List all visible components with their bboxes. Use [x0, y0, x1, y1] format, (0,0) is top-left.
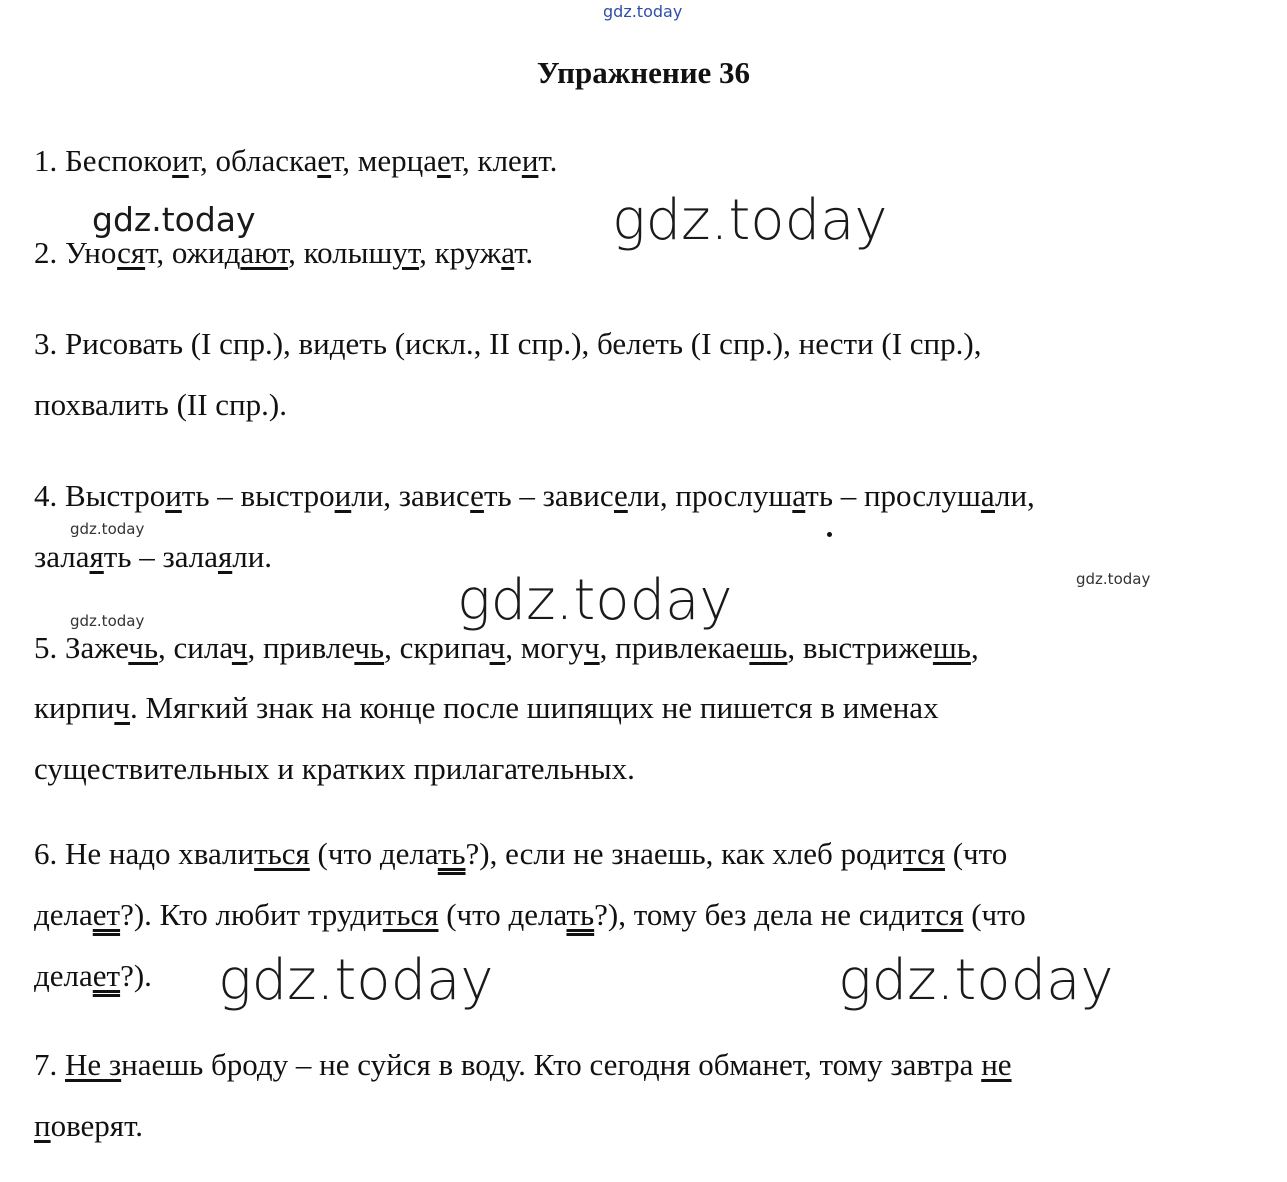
text: ли, завис	[351, 478, 471, 513]
text: т.	[538, 143, 558, 178]
text: ли, прослуш	[627, 478, 793, 513]
ending: а	[980, 478, 995, 513]
text: (что дела	[438, 897, 567, 932]
text: ть – зала	[103, 539, 218, 574]
stray-dot	[827, 532, 832, 537]
ending: е	[470, 478, 484, 513]
particle: Не з	[65, 1047, 122, 1082]
ending: а	[792, 478, 806, 513]
ending: ся	[117, 235, 146, 270]
text: ть – прослуш	[805, 478, 981, 513]
suffix: ться	[382, 897, 439, 932]
page-title: Упражнение 36	[536, 55, 751, 90]
text: (что	[944, 836, 1008, 871]
ending: ть	[437, 836, 466, 871]
watermark: gdz.today	[92, 200, 256, 239]
item-6-line-2	[34, 897, 1026, 933]
ending: ет	[92, 958, 121, 993]
watermark: gdz.today	[838, 948, 1114, 1013]
item-6-line-1	[34, 836, 1007, 872]
ending: и	[165, 478, 182, 513]
ending: и	[334, 478, 352, 513]
watermark: gdz.today	[612, 188, 888, 253]
ending: ают	[240, 235, 289, 270]
text: ?), если не знаешь, как хлеб роди	[465, 836, 904, 871]
text: ?).	[120, 958, 152, 993]
text: т, ожид	[145, 235, 241, 270]
text: 7.	[34, 1047, 65, 1082]
item-4-line-1	[34, 478, 1035, 514]
watermark: gdz.today	[457, 568, 733, 633]
ending: ч	[489, 630, 506, 665]
text: ,	[970, 630, 979, 665]
item-6-line-3	[34, 958, 152, 994]
watermark: gdz.today	[218, 948, 494, 1013]
text: т, кле	[450, 143, 522, 178]
text: ли.	[232, 539, 273, 574]
item-5-line-1	[34, 630, 979, 666]
ending: ч	[584, 630, 600, 665]
text: 6. Не надо хвали	[34, 836, 255, 871]
text: т.	[514, 235, 534, 270]
text: , привлекае	[599, 630, 750, 665]
watermark-top: gdz.today	[603, 2, 683, 21]
text: 2. Уно	[34, 235, 118, 270]
suffix: ться	[254, 836, 310, 871]
item-5-line-2	[34, 690, 939, 726]
item-7-line-1	[34, 1047, 1012, 1083]
item-5-line-3: существительных и кратких прилагательных.	[34, 751, 635, 786]
ending: я	[217, 539, 233, 574]
ending: ч	[114, 690, 130, 725]
text: ть – завис	[483, 478, 614, 513]
item-7-line-2	[34, 1108, 143, 1144]
item-3-line-1: 3. Рисовать (I спр.), видеть (искл., II спр.), белеть (I спр.), нести (I спр.),	[34, 326, 982, 361]
text: 4. Выстро	[34, 478, 166, 513]
ending: ть	[566, 897, 595, 932]
text: наешь броду – не суйся в воду. Кто сегодня обманет, тому завтра	[121, 1047, 982, 1082]
text: кирпи	[34, 690, 115, 725]
suffix: тся	[921, 897, 964, 932]
ending: ч	[231, 630, 248, 665]
watermark: gdz.today	[1076, 570, 1151, 588]
ending: и	[172, 143, 189, 178]
text: ?). Кто любит труди	[120, 897, 383, 932]
text: дела	[34, 958, 93, 993]
ending: е	[317, 143, 332, 178]
particle: не	[981, 1047, 1012, 1082]
ending: а	[501, 235, 515, 270]
text: . Мягкий знак на конце после шипящих не пишется в именах	[129, 690, 939, 725]
ending: е	[614, 478, 628, 513]
text: т, обласка	[188, 143, 318, 178]
suffix: тся	[903, 836, 945, 871]
text: 1. Беспоко	[34, 143, 173, 178]
ending: и	[521, 143, 539, 178]
text: ?), тому без дела не сиди	[594, 897, 922, 932]
text: ть – выстро	[181, 478, 335, 513]
item-4-line-2	[34, 539, 272, 575]
ending: шь	[932, 630, 971, 665]
text: залa	[34, 539, 90, 574]
ending: ут	[392, 235, 420, 270]
text: , привле	[247, 630, 355, 665]
watermark: gdz.today	[70, 612, 145, 630]
text: , сила	[158, 630, 232, 665]
ending: ет	[92, 897, 121, 932]
text: ли,	[994, 478, 1035, 513]
text: (что	[963, 897, 1026, 932]
text: , колыш	[288, 235, 393, 270]
text: , скрипа	[384, 630, 490, 665]
text: дела	[34, 897, 93, 932]
particle: п	[34, 1108, 51, 1143]
item-2	[34, 235, 533, 271]
text: 5. Заже	[34, 630, 129, 665]
ending: шь	[749, 630, 788, 665]
text: , круж	[419, 235, 502, 270]
ending: чь	[128, 630, 159, 665]
text: т, мерца	[331, 143, 438, 178]
ending: чь	[354, 630, 385, 665]
text: оверят.	[50, 1108, 144, 1143]
text: , могу	[505, 630, 585, 665]
ending: я	[89, 539, 104, 574]
ending: е	[437, 143, 451, 178]
watermark: gdz.today	[70, 520, 145, 538]
item-3-line-2: похвалить (II спр.).	[34, 387, 287, 422]
text: , выстриже	[787, 630, 933, 665]
item-1	[34, 143, 557, 179]
text: (что дела	[309, 836, 438, 871]
